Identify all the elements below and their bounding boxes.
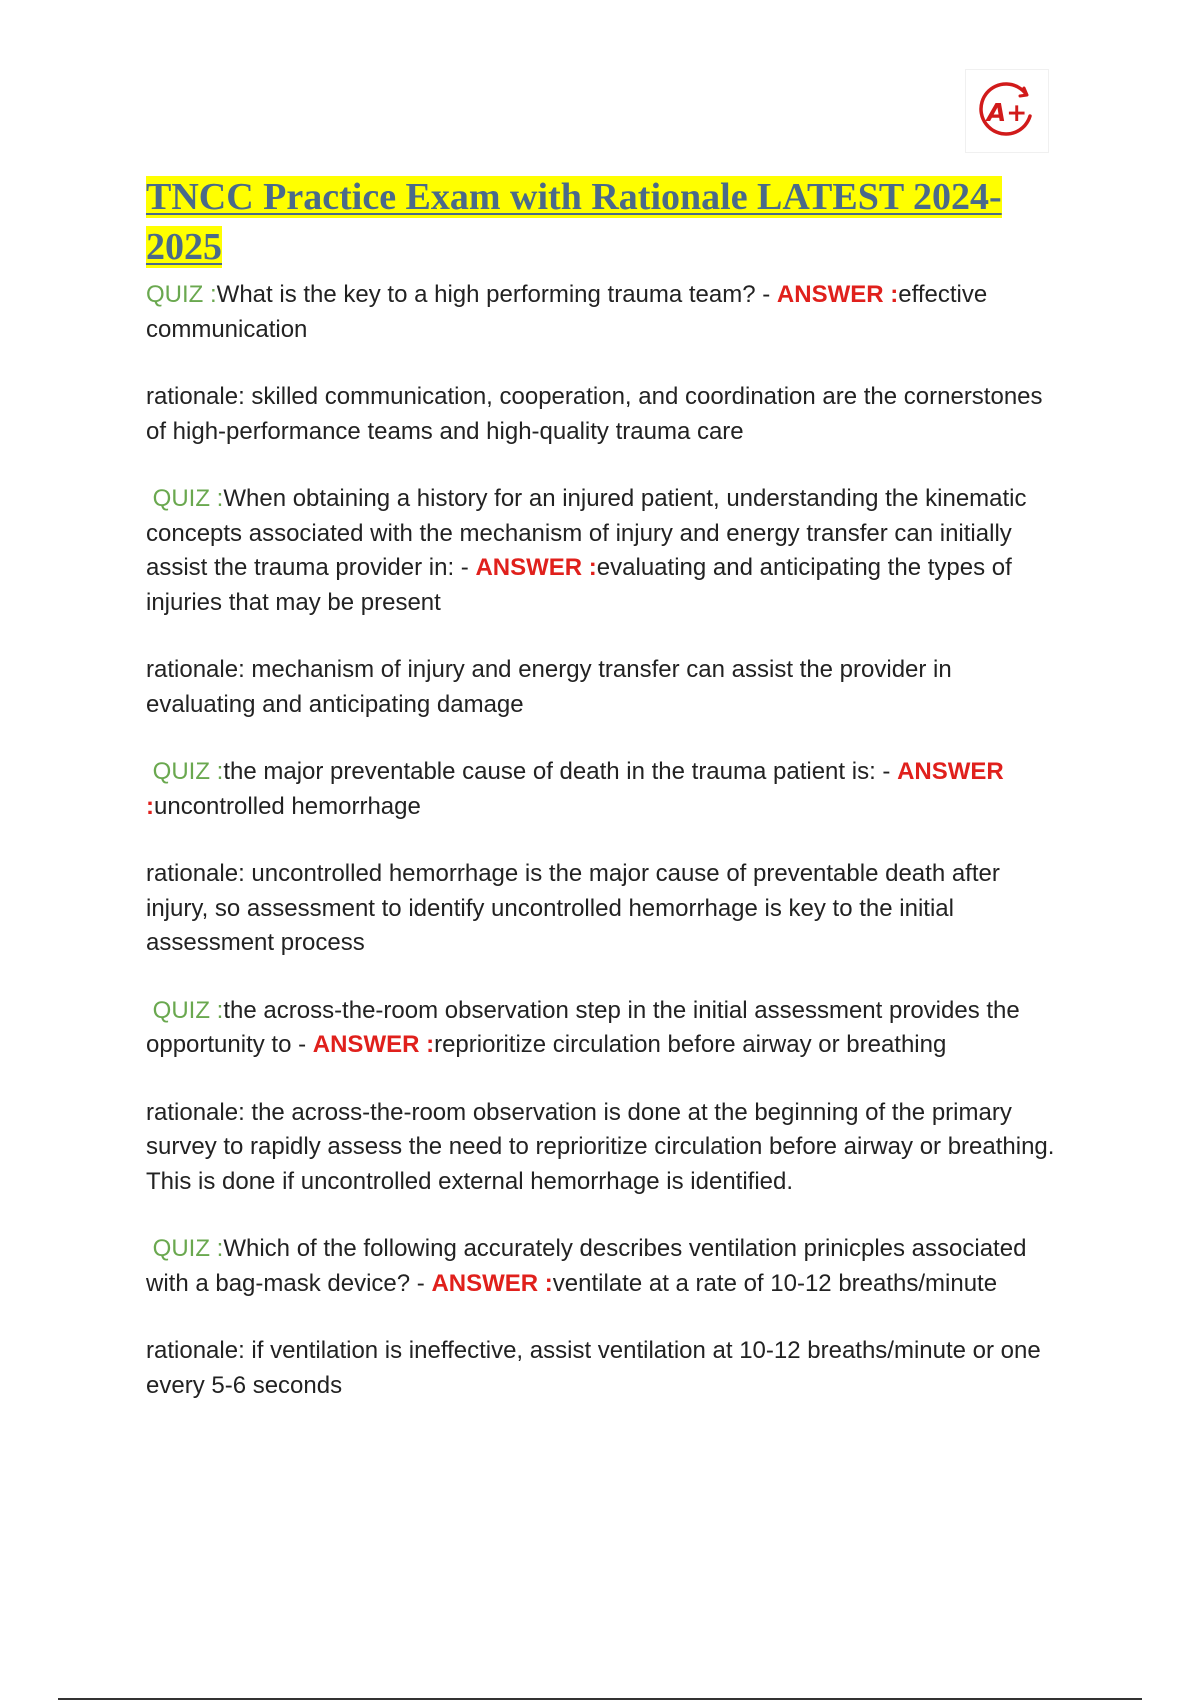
document-title (146, 172, 1056, 272)
answer-label: ANSWER : (312, 1031, 435, 1058)
quiz-question (146, 994, 1056, 1063)
rationale-text: rationale: uncontrolled hemorrhage is the major cause of preventable death after injury, so assessment to identify uncontrolled hemorrhage is key to the initial assessment process (146, 860, 1000, 956)
question-text: What is the key to a high performing trauma team? - (216, 281, 777, 308)
answer-text: evaluating and anticipating the types of injuries that may be present (146, 554, 1012, 616)
question-text: the across-the-room observation step in the initial assessment provides the opportunity to - (146, 996, 1020, 1058)
question-text: Which of the following accurately describes ventilation prinicples associated with a bag-mask device? - (146, 1235, 1027, 1297)
answer-text: reprioritize circulation before airway or breathing (434, 1031, 947, 1058)
quiz-item (146, 482, 1056, 722)
answer-label: ANSWER : (475, 554, 597, 581)
rationale-text: rationale: mechanism of injury and energy transfer can assist the provider in evaluating and anticipating damage (146, 656, 952, 718)
quiz-item (146, 755, 1056, 961)
rationale-text: rationale: skilled communication, cooperation, and coordination are the cornerstones of high-performance teams and high-quality trauma care (146, 383, 1043, 445)
quiz-label: QUIZ : (146, 281, 217, 308)
question-text: the major preventable cause of death in the trauma patient is: - (223, 758, 898, 785)
answer-text: effective communication (146, 281, 988, 343)
question-text: When obtaining a history for an injured patient, understanding the kinematic concepts associated with the mechanism of injury and energy transfer can initially assist the trauma provider in: - (146, 485, 1027, 581)
quiz-question (146, 278, 1056, 347)
answer-text: uncontrolled hemorrhage (154, 792, 421, 820)
rationale-text: rationale: if ventilation is ineffective, assist ventilation at 10-12 breaths/minute or one every 5-6 seconds (146, 1337, 1041, 1399)
quiz-label: QUIZ : (152, 1235, 224, 1262)
rationale-text: rationale: the across-the-room observation is done at the beginning of the primary survey to rapidly assess the need to reprioritize circulation before airway or breathing. This is done if uncontrolled external hemorrhage is identified. (146, 1098, 1055, 1195)
document-title-text: TNCC Practice Exam with Rationale LATEST 2024-2025 (146, 176, 1002, 268)
quiz-label: QUIZ : (152, 485, 224, 512)
quiz-question (146, 1232, 1056, 1301)
quiz-item (146, 994, 1056, 1200)
quiz-item (146, 1232, 1056, 1403)
quiz-question (146, 755, 1056, 824)
answer-label: ANSWER : (776, 281, 899, 308)
logo (966, 70, 1048, 152)
logo-text: A+ (986, 98, 1028, 127)
quiz-item (146, 278, 1056, 449)
quiz-question (146, 482, 1056, 620)
answer-label: ANSWER : (431, 1269, 553, 1297)
answer-text: ventilate at a rate of 10-12 breaths/minute (552, 1269, 998, 1297)
document-content (146, 172, 1056, 1436)
grade-a-plus-stamp-icon (976, 80, 1038, 142)
quiz-label: QUIZ : (152, 996, 224, 1024)
quiz-label: QUIZ : (152, 758, 224, 785)
answer-label: ANSWER : (146, 758, 1004, 820)
